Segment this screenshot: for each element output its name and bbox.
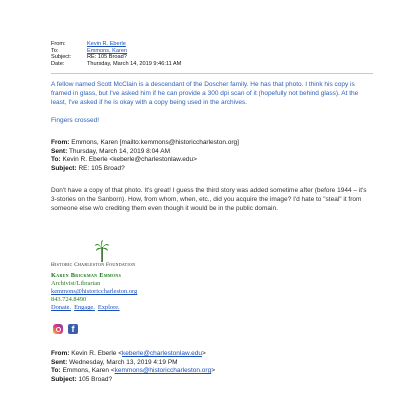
quoted2-to-row bbox=[51, 367, 371, 376]
email-header bbox=[51, 41, 181, 67]
quoted2-subject-label: Subject: bbox=[51, 375, 77, 383]
signature-block bbox=[51, 272, 137, 312]
quoted1-body: Don't have a copy of that photo. It's great! I guess the third story was added sometime after (before 1944 – it's 3-stories on the Sanborn). How, from whom, when, etc., did you acquire the image? I'd hate to "steal" it from someone else w/o crediting them even though it would be in the public domain. bbox=[51, 187, 367, 213]
donate-link[interactable]: Donate. bbox=[51, 304, 72, 311]
engage-link[interactable]: Engage. bbox=[74, 304, 95, 311]
header-from-row bbox=[51, 41, 181, 48]
header-divider bbox=[51, 73, 373, 74]
header-to-label: To: bbox=[51, 47, 59, 54]
instagram-icon[interactable] bbox=[53, 324, 63, 334]
quoted2-from-row bbox=[51, 350, 371, 359]
quoted2-to-email[interactable]: kemmons@historiccharleston.org bbox=[114, 367, 212, 375]
quoted1-sent-value: Thursday, March 14, 2019 8:04 AM bbox=[68, 147, 170, 155]
signature-email-link[interactable]: kemmons@historiccharleston.org bbox=[51, 288, 138, 295]
header-from-value[interactable]: Kevin R. Eberle bbox=[87, 41, 126, 47]
quoted2-subject-value: 105 Broad? bbox=[78, 375, 113, 383]
quoted2-from-label: From: bbox=[51, 350, 70, 357]
quoted2-from-name: Kevin R. Eberle < bbox=[71, 350, 122, 357]
quoted2-sent-label: Sent: bbox=[51, 358, 68, 366]
quoted2-to-name: Emmons, Karen < bbox=[62, 367, 115, 375]
quoted2-to-label: To: bbox=[51, 367, 61, 375]
quoted2-sent-value: Wednesday, March 13, 2019 4:19 PM bbox=[69, 358, 178, 366]
header-subject-value: RE: 105 Broad? bbox=[87, 54, 127, 61]
quoted1-subject-value: RE: 105 Broad? bbox=[78, 164, 125, 172]
palmetto-tree-icon bbox=[95, 240, 109, 262]
quoted1-to-row bbox=[51, 156, 371, 165]
header-date-row bbox=[51, 61, 181, 68]
quoted1-from-value: Emmons, Karen [mailto:kemmons@historiccharleston.org] bbox=[71, 139, 239, 146]
signature-title: Archivist/Librarian bbox=[51, 280, 101, 287]
explore-link[interactable]: Explore. bbox=[97, 304, 120, 311]
quoted1-subject-row bbox=[51, 165, 371, 174]
quoted1-to-label: To: bbox=[51, 156, 61, 164]
historic-charleston-logo bbox=[51, 240, 161, 270]
quoted2-from-close: > bbox=[201, 350, 206, 357]
message-paragraph-2: Fingers crossed! bbox=[51, 117, 100, 124]
quoted1-sent-label: Sent: bbox=[51, 147, 68, 155]
header-to-row bbox=[51, 48, 181, 55]
header-date-value: Thursday, March 14, 2019 9:46:11 AM bbox=[87, 60, 182, 67]
quoted2-to-close: > bbox=[211, 367, 215, 375]
message-paragraph-1: A fellow named Scott McClain is a descendant of the Doscher family. He has that photo. I think his copy is framed in glass, but I've asked him if he can provide a 300 dpi scan of it (hopefully not behind glass). At the least, I've asked if he is okay with a copy being used in the archives. bbox=[51, 81, 359, 107]
quoted1-subject-label: Subject: bbox=[51, 164, 77, 172]
quoted2-sent-row bbox=[51, 359, 371, 368]
quoted-header-2 bbox=[51, 350, 371, 384]
quoted1-from-row bbox=[51, 139, 371, 148]
social-icons bbox=[53, 324, 78, 334]
header-to-value[interactable]: Emmons, Karen bbox=[87, 47, 128, 54]
facebook-icon[interactable]: f bbox=[68, 324, 78, 334]
logo-text: Historic Charleston Foundation bbox=[51, 262, 136, 268]
signature-name: Karen Brickman Emmons bbox=[51, 272, 122, 279]
signature-phone: 843.724.8490 bbox=[51, 296, 87, 303]
header-subject-row bbox=[51, 54, 181, 61]
quoted-header-1 bbox=[51, 139, 371, 173]
signature-links bbox=[51, 304, 137, 312]
quoted1-to-value: Kevin R. Eberle <keberle@charlestonlaw.edu> bbox=[62, 156, 197, 164]
quoted2-from-email[interactable]: keberle@charlestonlaw.edu bbox=[122, 350, 202, 357]
quoted1-sent-row bbox=[51, 148, 371, 157]
quoted1-from-label: From: bbox=[51, 139, 70, 146]
quoted2-subject-row bbox=[51, 376, 371, 385]
header-from-label: From: bbox=[51, 41, 66, 47]
header-subject-label: Subject: bbox=[51, 54, 72, 61]
header-date-label: Date: bbox=[51, 60, 65, 67]
